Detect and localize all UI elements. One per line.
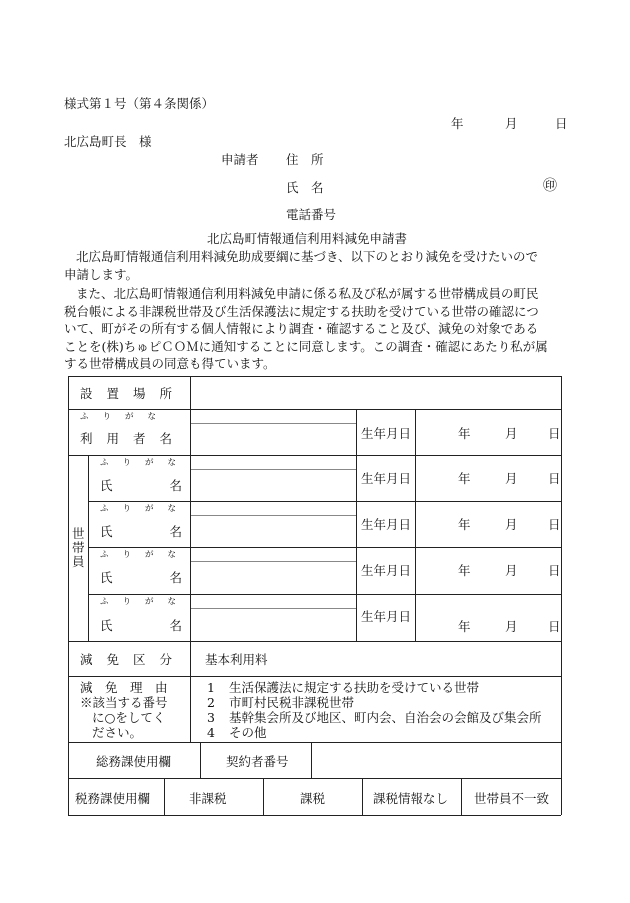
body-line: また、北広島町情報通信利用料減免申請に係る私及び私が属する世帯構成員の町民 <box>76 286 539 301</box>
user-dob-label: 生年月日 <box>361 426 412 441</box>
reason-number: 4 <box>207 725 215 740</box>
dob-year: 年 <box>458 517 471 532</box>
reduction-type-value: 基本利用料 <box>205 652 268 667</box>
dob-year: 年 <box>458 563 471 578</box>
date-month: 月 <box>505 116 518 131</box>
member-furigana-label: ふりがな <box>100 504 191 514</box>
member-name-text: 氏名 <box>100 524 240 539</box>
dob-year: 年 <box>458 471 471 486</box>
reason-number: 2 <box>207 695 215 710</box>
address-label: 住 所 <box>286 152 324 167</box>
member-furigana-label: ふりがな <box>100 550 191 560</box>
tax-office-label: 税務課使用欄 <box>75 791 151 806</box>
tax-option-taxable[interactable]: 課税 <box>300 791 326 806</box>
reason-note: に○をしてく <box>92 710 166 725</box>
member-name-label <box>100 570 239 585</box>
member-name-label <box>100 478 239 493</box>
reason-text: その他 <box>228 725 267 740</box>
general-affairs-label: 総務課使用欄 <box>96 754 172 769</box>
member-dob-label: 生年月日 <box>361 609 412 624</box>
date-day: 日 <box>555 116 568 131</box>
member-name-text: 氏名 <box>100 478 240 493</box>
member-dob-label: 生年月日 <box>361 563 412 578</box>
reason-text: 市町村民税非課税世帯 <box>228 695 354 710</box>
reason-note: ※該当する番号 <box>80 695 168 710</box>
member-name-text: 氏名 <box>100 570 240 585</box>
dob-year: 年 <box>458 619 471 634</box>
contract-number-field[interactable] <box>312 743 560 777</box>
reason-item-3[interactable] <box>207 710 541 725</box>
date-year: 年 <box>451 116 464 131</box>
member-name-label <box>100 524 239 539</box>
location-label: 設置場所 <box>80 386 187 401</box>
reduction-type-label: 減免区分 <box>80 652 187 667</box>
member-name-label <box>100 618 239 633</box>
member-furigana-label: ふりがな <box>100 597 191 607</box>
tax-option-mismatch[interactable]: 世帯員不一致 <box>474 791 550 806</box>
consent-paragraph-1 <box>64 248 562 283</box>
tax-option-no-info[interactable]: 課税情報なし <box>373 791 449 806</box>
reason-item-4[interactable] <box>207 725 266 740</box>
dob-month: 月 <box>505 563 518 578</box>
dob-day: 日 <box>548 426 561 441</box>
dob-month: 月 <box>505 471 518 486</box>
dob-day: 日 <box>548 619 561 634</box>
member-name-text: 氏名 <box>100 618 240 633</box>
phone-label: 電話番号 <box>286 207 337 222</box>
reason-text: 生活保護法に規定する扶助を受けている世帯 <box>228 680 479 695</box>
reason-number: 1 <box>207 680 215 695</box>
tax-option-nontaxable[interactable]: 非課税 <box>189 791 227 806</box>
household-label: 世帯員 <box>72 526 85 569</box>
body-line: ことを(株)ちゅピＣＯＭに通知することに同意します。この調査・確認にあたり私が属 <box>64 338 548 354</box>
dob-month: 月 <box>505 517 518 532</box>
consent-paragraph-2 <box>64 285 562 373</box>
reason-text: 基幹集会所及び地区、町内会、自治会の会館及び集会所 <box>228 710 542 725</box>
reason-number: 3 <box>207 710 215 725</box>
dob-month: 月 <box>505 619 518 634</box>
body-line: 申請します。 <box>64 266 139 282</box>
dob-day: 日 <box>548 471 561 486</box>
seal-mark: ㊞ <box>543 178 557 194</box>
reason-item-2[interactable] <box>207 695 354 710</box>
member-dob-label: 生年月日 <box>361 471 412 486</box>
reason-label: 減 免 理 由 <box>80 680 168 695</box>
body-line: いて、町がその所有する個人情報により調査・確認すること及び、減免の対象である <box>64 321 539 337</box>
user-furigana-label: ふりがな <box>80 412 171 422</box>
dob-day: 日 <box>548 517 561 532</box>
body-line: 税台帳による非課税世帯及び生活保護法に規定する扶助を受けている世帯の確認につ <box>64 303 539 319</box>
contract-number-label: 契約者番号 <box>226 754 289 769</box>
body-line: する世帯構成員の同意も得ています。 <box>64 356 276 372</box>
reason-note: ださい。 <box>92 725 143 740</box>
dob-month: 月 <box>505 426 518 441</box>
reason-item-1[interactable] <box>207 680 479 695</box>
dob-day: 日 <box>548 563 561 578</box>
document-title: 北広島町情報通信利用料減免申請書 <box>207 231 408 246</box>
applicant-label: 申請者 <box>221 152 259 167</box>
dob-year: 年 <box>458 426 471 441</box>
name-label: 氏 名 <box>286 180 324 195</box>
addressee: 北広島町長 様 <box>64 134 152 149</box>
member-furigana-label: ふりがな <box>100 458 191 468</box>
member-dob-label: 生年月日 <box>361 517 412 532</box>
body-line: 北広島町情報通信利用料減免助成要綱に基づき、以下のとおり減免を受けたいので <box>76 249 539 264</box>
form-number: 様式第１号（第４条関係） <box>64 96 215 111</box>
user-name-label: 利用者名 <box>80 431 187 446</box>
